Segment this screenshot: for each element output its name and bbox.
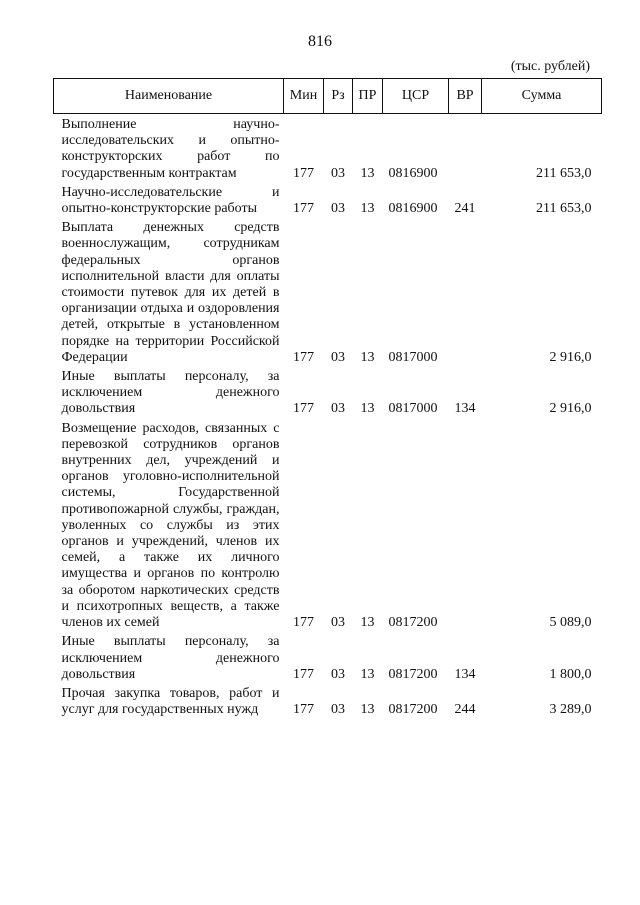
- row-csr: 0817200: [388, 615, 438, 631]
- row-vr: [449, 114, 482, 182]
- table-row: [54, 182, 602, 217]
- row-rz: 03: [331, 401, 345, 417]
- row-pr: 13: [360, 349, 375, 365]
- row-pr: 13: [360, 702, 375, 718]
- row-csr: 0817000: [388, 349, 438, 365]
- table-row: [54, 366, 602, 418]
- row-sum: 1 800,0: [549, 666, 592, 682]
- row-min: 177: [293, 666, 314, 682]
- table-row: [54, 418, 602, 632]
- row-pr: 13: [360, 165, 375, 181]
- header-name: Наименование: [54, 79, 284, 114]
- row-min: 177: [293, 702, 314, 718]
- row-min: 177: [293, 401, 314, 417]
- page-number: 816: [308, 33, 332, 50]
- row-csr: 0817000: [388, 401, 438, 417]
- table-row: [54, 217, 602, 366]
- row-name: Выплата денежных средств военнослужащим, сотрудникам федеральных органов исполнительной власти для оплаты стоимости путевок для их детей в организации отдыха и оздоровления детей, открытые в установленном порядке на территории Российской Федерации: [61, 220, 280, 365]
- row-min: 177: [293, 615, 314, 631]
- row-name: Иные выплаты персоналу, за исключением денежного довольствия: [61, 369, 280, 417]
- row-sum: 3 289,0: [549, 702, 592, 718]
- row-name: Иные выплаты персоналу, за исключением денежного довольствия: [61, 634, 280, 682]
- row-rz: 03: [331, 702, 345, 718]
- units-note: (тыс. рублей): [510, 59, 590, 74]
- row-rz: 03: [331, 201, 345, 217]
- row-min: 177: [293, 349, 314, 365]
- row-csr: 0816900: [388, 165, 438, 181]
- row-rz: 03: [331, 666, 345, 682]
- row-vr: [449, 418, 482, 632]
- row-min: 177: [293, 201, 314, 217]
- row-pr: 13: [360, 666, 375, 682]
- table-row: [54, 683, 602, 718]
- row-rz: 03: [331, 165, 345, 181]
- row-csr: 0817200: [388, 666, 438, 682]
- row-sum: 211 653,0: [536, 201, 592, 217]
- row-rz: 03: [331, 349, 345, 365]
- row-sum: 211 653,0: [536, 165, 592, 181]
- header-sum: Сумма: [482, 79, 602, 114]
- row-name: Научно-исследовательские и опытно-конструкторские работы: [61, 184, 280, 217]
- row-sum: 2 916,0: [549, 349, 592, 365]
- header-csr: ЦСР: [383, 79, 449, 114]
- table-row: [54, 114, 602, 182]
- row-csr: 0817200: [388, 702, 438, 718]
- header-vr: ВР: [449, 79, 482, 114]
- table-header-row: [54, 79, 602, 114]
- row-min: 177: [293, 165, 314, 181]
- header-pr: ПР: [353, 79, 383, 114]
- row-vr: 134: [454, 666, 476, 682]
- row-pr: 13: [360, 401, 375, 417]
- row-name: Возмещение расходов, связанных с перевозкой сотрудников органов внутренних дел, учреждений и органов уголовно-исполнительной системы, Государственной противопожарной службы, граждан, уволенных со службы из этих органов и учреждений, членов их семей, а также их личного имущества и органов по контролю за оборотом наркотических средств и психотропных веществ, а также членов их семей: [61, 420, 280, 631]
- row-vr: 134: [454, 401, 476, 417]
- table-row: [54, 631, 602, 683]
- row-vr: [449, 217, 482, 366]
- row-csr: 0816900: [388, 201, 438, 217]
- row-name: Выполнение научно-исследовательских и опытно-конструкторских работ по государственным контрактам: [61, 117, 280, 181]
- row-sum: 5 089,0: [549, 615, 592, 631]
- row-vr: 244: [454, 702, 476, 718]
- row-vr: 241: [454, 201, 476, 217]
- row-pr: 13: [360, 201, 375, 217]
- budget-table: [53, 78, 602, 718]
- row-rz: 03: [331, 615, 345, 631]
- row-sum: 2 916,0: [549, 401, 592, 417]
- row-pr: 13: [360, 615, 375, 631]
- header-min: Мин: [284, 79, 324, 114]
- header-rz: Рз: [324, 79, 353, 114]
- row-name: Прочая закупка товаров, работ и услуг для государственных нужд: [61, 685, 280, 718]
